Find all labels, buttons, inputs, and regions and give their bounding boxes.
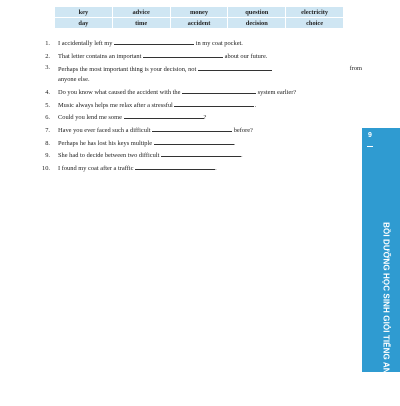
exercise-text: .: [254, 101, 257, 109]
exercise-number: 1.: [45, 40, 50, 47]
exercise-text: ?: [203, 114, 207, 122]
exercise-text: .: [215, 164, 217, 172]
exercise-item: [36, 100, 362, 113]
exercise-text: That letter contains an important: [58, 52, 142, 60]
answer-blank[interactable]: [198, 64, 272, 71]
exercise-item: [36, 112, 362, 125]
answer-blank[interactable]: [154, 138, 234, 145]
exercise-number: 2.: [45, 52, 50, 60]
word-box-cell: money: [170, 7, 228, 18]
exercise-text: Perhaps he has lost his keys multiple: [58, 139, 153, 147]
exercise-item: [36, 51, 362, 64]
exercise-text: Have you ever faced such a difficult: [58, 126, 151, 134]
exercise-number: 8.: [45, 139, 50, 147]
exercise-number: 5.: [45, 101, 50, 109]
exercise-number: 7.: [45, 126, 50, 134]
exercise-item: [36, 150, 362, 163]
exercise-text: .: [241, 152, 243, 160]
exercise-text: before?: [233, 126, 253, 134]
word-box-cell: decision: [228, 18, 286, 29]
word-box-cell: advice: [112, 7, 170, 18]
word-box-cell: question: [228, 7, 286, 18]
exercise-item: [36, 87, 362, 100]
exercise-item: [36, 163, 362, 176]
side-tab: [362, 128, 400, 406]
exercise-item: [36, 138, 362, 151]
exercise-text: about our future.: [224, 52, 268, 60]
tab-divider: [367, 146, 373, 147]
word-box-row: [55, 7, 344, 18]
exercise-list: [36, 38, 362, 175]
word-box-cell: accident: [170, 18, 228, 29]
book-title: BỒI DƯỠNG HỌC SINH GIỎI TIẾNG ANH LỚP 8: [381, 222, 391, 406]
answer-blank[interactable]: [114, 38, 194, 45]
exercise-text: I found my coat after a traffic: [58, 164, 134, 172]
exercise-text: Music always helps me relax after a stressful: [58, 101, 173, 109]
answer-blank[interactable]: [182, 87, 256, 94]
exercise-text: I accidentally left my: [58, 40, 113, 47]
exercise-text: Perhaps the most important thing is your decision, not: [58, 66, 197, 74]
exercise-text: She had to decide between two difficult: [58, 152, 160, 160]
exercise-text: from: [349, 65, 362, 73]
word-box-cell: time: [112, 18, 170, 29]
exercise-text: anyone else.: [58, 76, 90, 84]
word-box-cell: electricity: [286, 7, 344, 18]
exercise-number: 4.: [45, 89, 50, 97]
exercise-text: Could you lend me some: [58, 114, 122, 122]
page-number: 9: [368, 132, 372, 139]
word-box-cell: day: [55, 18, 113, 29]
exercise-text: in my coat pocket.: [195, 40, 243, 47]
exercise-number: 9.: [45, 152, 50, 160]
exercise-number: 3.: [45, 64, 50, 72]
exercise-text: system earlier?: [257, 89, 297, 97]
word-box-row: [55, 18, 344, 29]
answer-blank[interactable]: [161, 150, 243, 160]
answer-blank[interactable]: [143, 51, 223, 58]
exercise-item: [36, 63, 362, 87]
answer-blank[interactable]: [135, 163, 215, 170]
answer-blank[interactable]: [124, 112, 204, 119]
word-box-cell: choice: [286, 18, 344, 29]
word-box-cell: key: [55, 7, 113, 18]
exercise-item: [36, 125, 362, 138]
exercise-text: Do you know what caused the accident with the: [58, 89, 181, 97]
answer-blank[interactable]: [174, 100, 257, 109]
answer-blank[interactable]: [152, 125, 232, 132]
exercise-number: 10.: [42, 164, 50, 172]
exercise-number: 6.: [45, 114, 50, 122]
exercise-item: [36, 38, 362, 51]
word-box: [54, 6, 344, 29]
exercise-text: .: [233, 139, 236, 147]
